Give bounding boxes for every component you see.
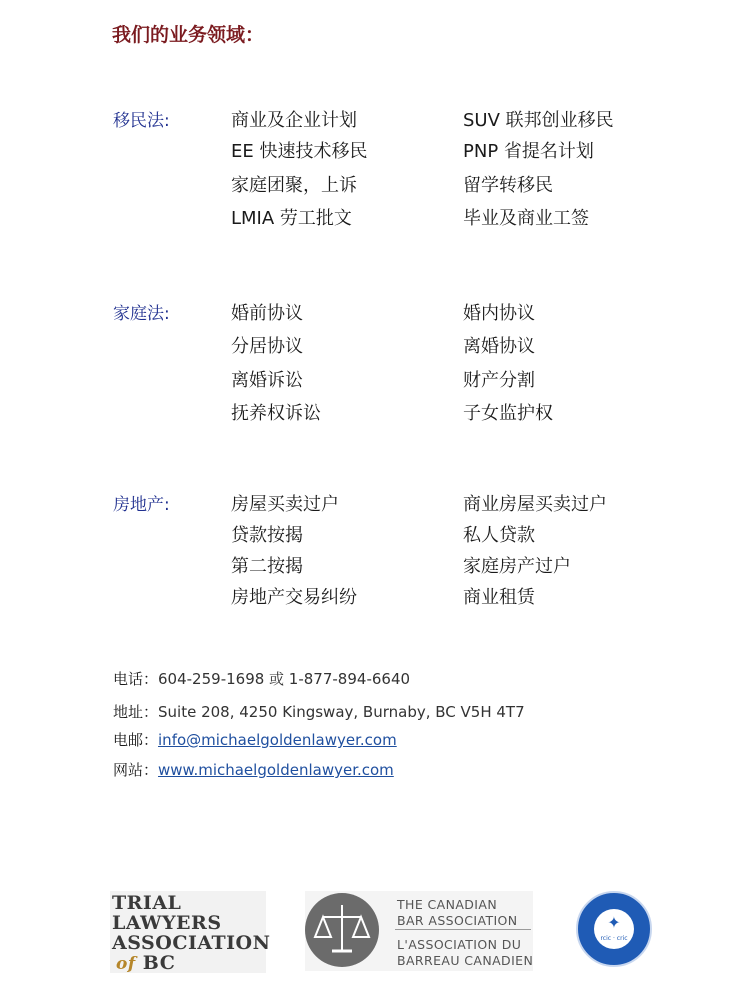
email-label: 电邮： <box>113 731 159 749</box>
tla-of: of <box>116 954 136 974</box>
service-item: SUV 联邦创业移民 <box>463 110 614 131</box>
website-link[interactable]: www.michaelgoldenlawyer.com <box>158 761 394 779</box>
service-item: 贷款按揭 <box>231 525 303 546</box>
service-item: LMIA 劳工批文 <box>231 208 352 229</box>
maple-leaf-icon: ✦ <box>607 913 621 932</box>
tla-line: TRIAL <box>112 892 182 914</box>
service-item: 分居协议 <box>231 336 303 357</box>
service-item: 离婚协议 <box>463 336 535 357</box>
service-item: 房地产交易纠纷 <box>231 587 357 608</box>
page-heading: 我们的业务领域： <box>112 24 265 46</box>
service-item: 家庭房产过户 <box>463 556 571 577</box>
email-link[interactable]: info@michaelgoldenlawyer.com <box>158 731 397 749</box>
contact-website <box>113 759 394 780</box>
tla-bc: BC <box>142 952 176 974</box>
contact-phone <box>113 668 410 689</box>
contact-email <box>113 729 397 750</box>
service-item: 第二按揭 <box>231 556 303 577</box>
logo-row <box>0 885 740 985</box>
service-item: 婚内协议 <box>463 303 535 324</box>
trial-lawyers-logo <box>110 891 271 974</box>
service-item: 留学转移民 <box>463 175 553 196</box>
service-item: PNP 省提名计划 <box>463 141 594 162</box>
tla-line: LAWYERS <box>112 912 222 934</box>
cric-seal-logo <box>576 891 652 967</box>
phone-value: 604-259-1698 或 1-877-894-6640 <box>158 670 411 688</box>
tla-line <box>116 953 175 974</box>
service-item: 离婚诉讼 <box>231 370 303 391</box>
service-item: 财产分割 <box>463 370 535 391</box>
section-label: 房地产: <box>113 495 170 515</box>
service-item: 家庭团聚，上诉 <box>231 175 357 196</box>
web-label: 网站： <box>113 761 159 779</box>
cba-line: BARREAU CANADIEN <box>397 953 534 968</box>
service-item: 私人贷款 <box>463 525 535 546</box>
service-item: 商业房屋买卖过户 <box>463 494 607 515</box>
address-value: Suite 208, 4250 Kingsway, Burnaby, BC V5H 4T7 <box>158 703 525 721</box>
service-item: 抚养权诉讼 <box>231 403 321 424</box>
tla-line: ASSOCIATION <box>112 932 271 954</box>
service-item: EE 快速技术移民 <box>231 141 368 162</box>
scales-icon <box>305 893 379 967</box>
cba-line: L'ASSOCIATION DU <box>397 937 522 952</box>
service-item: 婚前协议 <box>231 303 303 324</box>
canadian-bar-logo <box>305 891 533 971</box>
cba-line: THE CANADIAN <box>397 897 498 912</box>
cba-divider <box>395 929 531 930</box>
cba-line: BAR ASSOCIATION <box>397 913 518 928</box>
phone-label: 电话： <box>113 670 159 688</box>
section-label: 家庭法: <box>113 304 170 324</box>
service-item: 毕业及商业工签 <box>463 208 589 229</box>
address-label: 地址： <box>113 703 159 721</box>
section-label: 移民法: <box>113 111 170 131</box>
service-item: 商业及企业计划 <box>231 110 357 131</box>
service-item: 房屋买卖过户 <box>231 494 339 515</box>
service-item: 子女监护权 <box>463 403 553 424</box>
service-item: 商业租赁 <box>463 587 535 608</box>
cric-text: rcic · cric <box>600 935 628 942</box>
contact-address <box>113 701 525 722</box>
cric-seal-center <box>594 909 634 949</box>
